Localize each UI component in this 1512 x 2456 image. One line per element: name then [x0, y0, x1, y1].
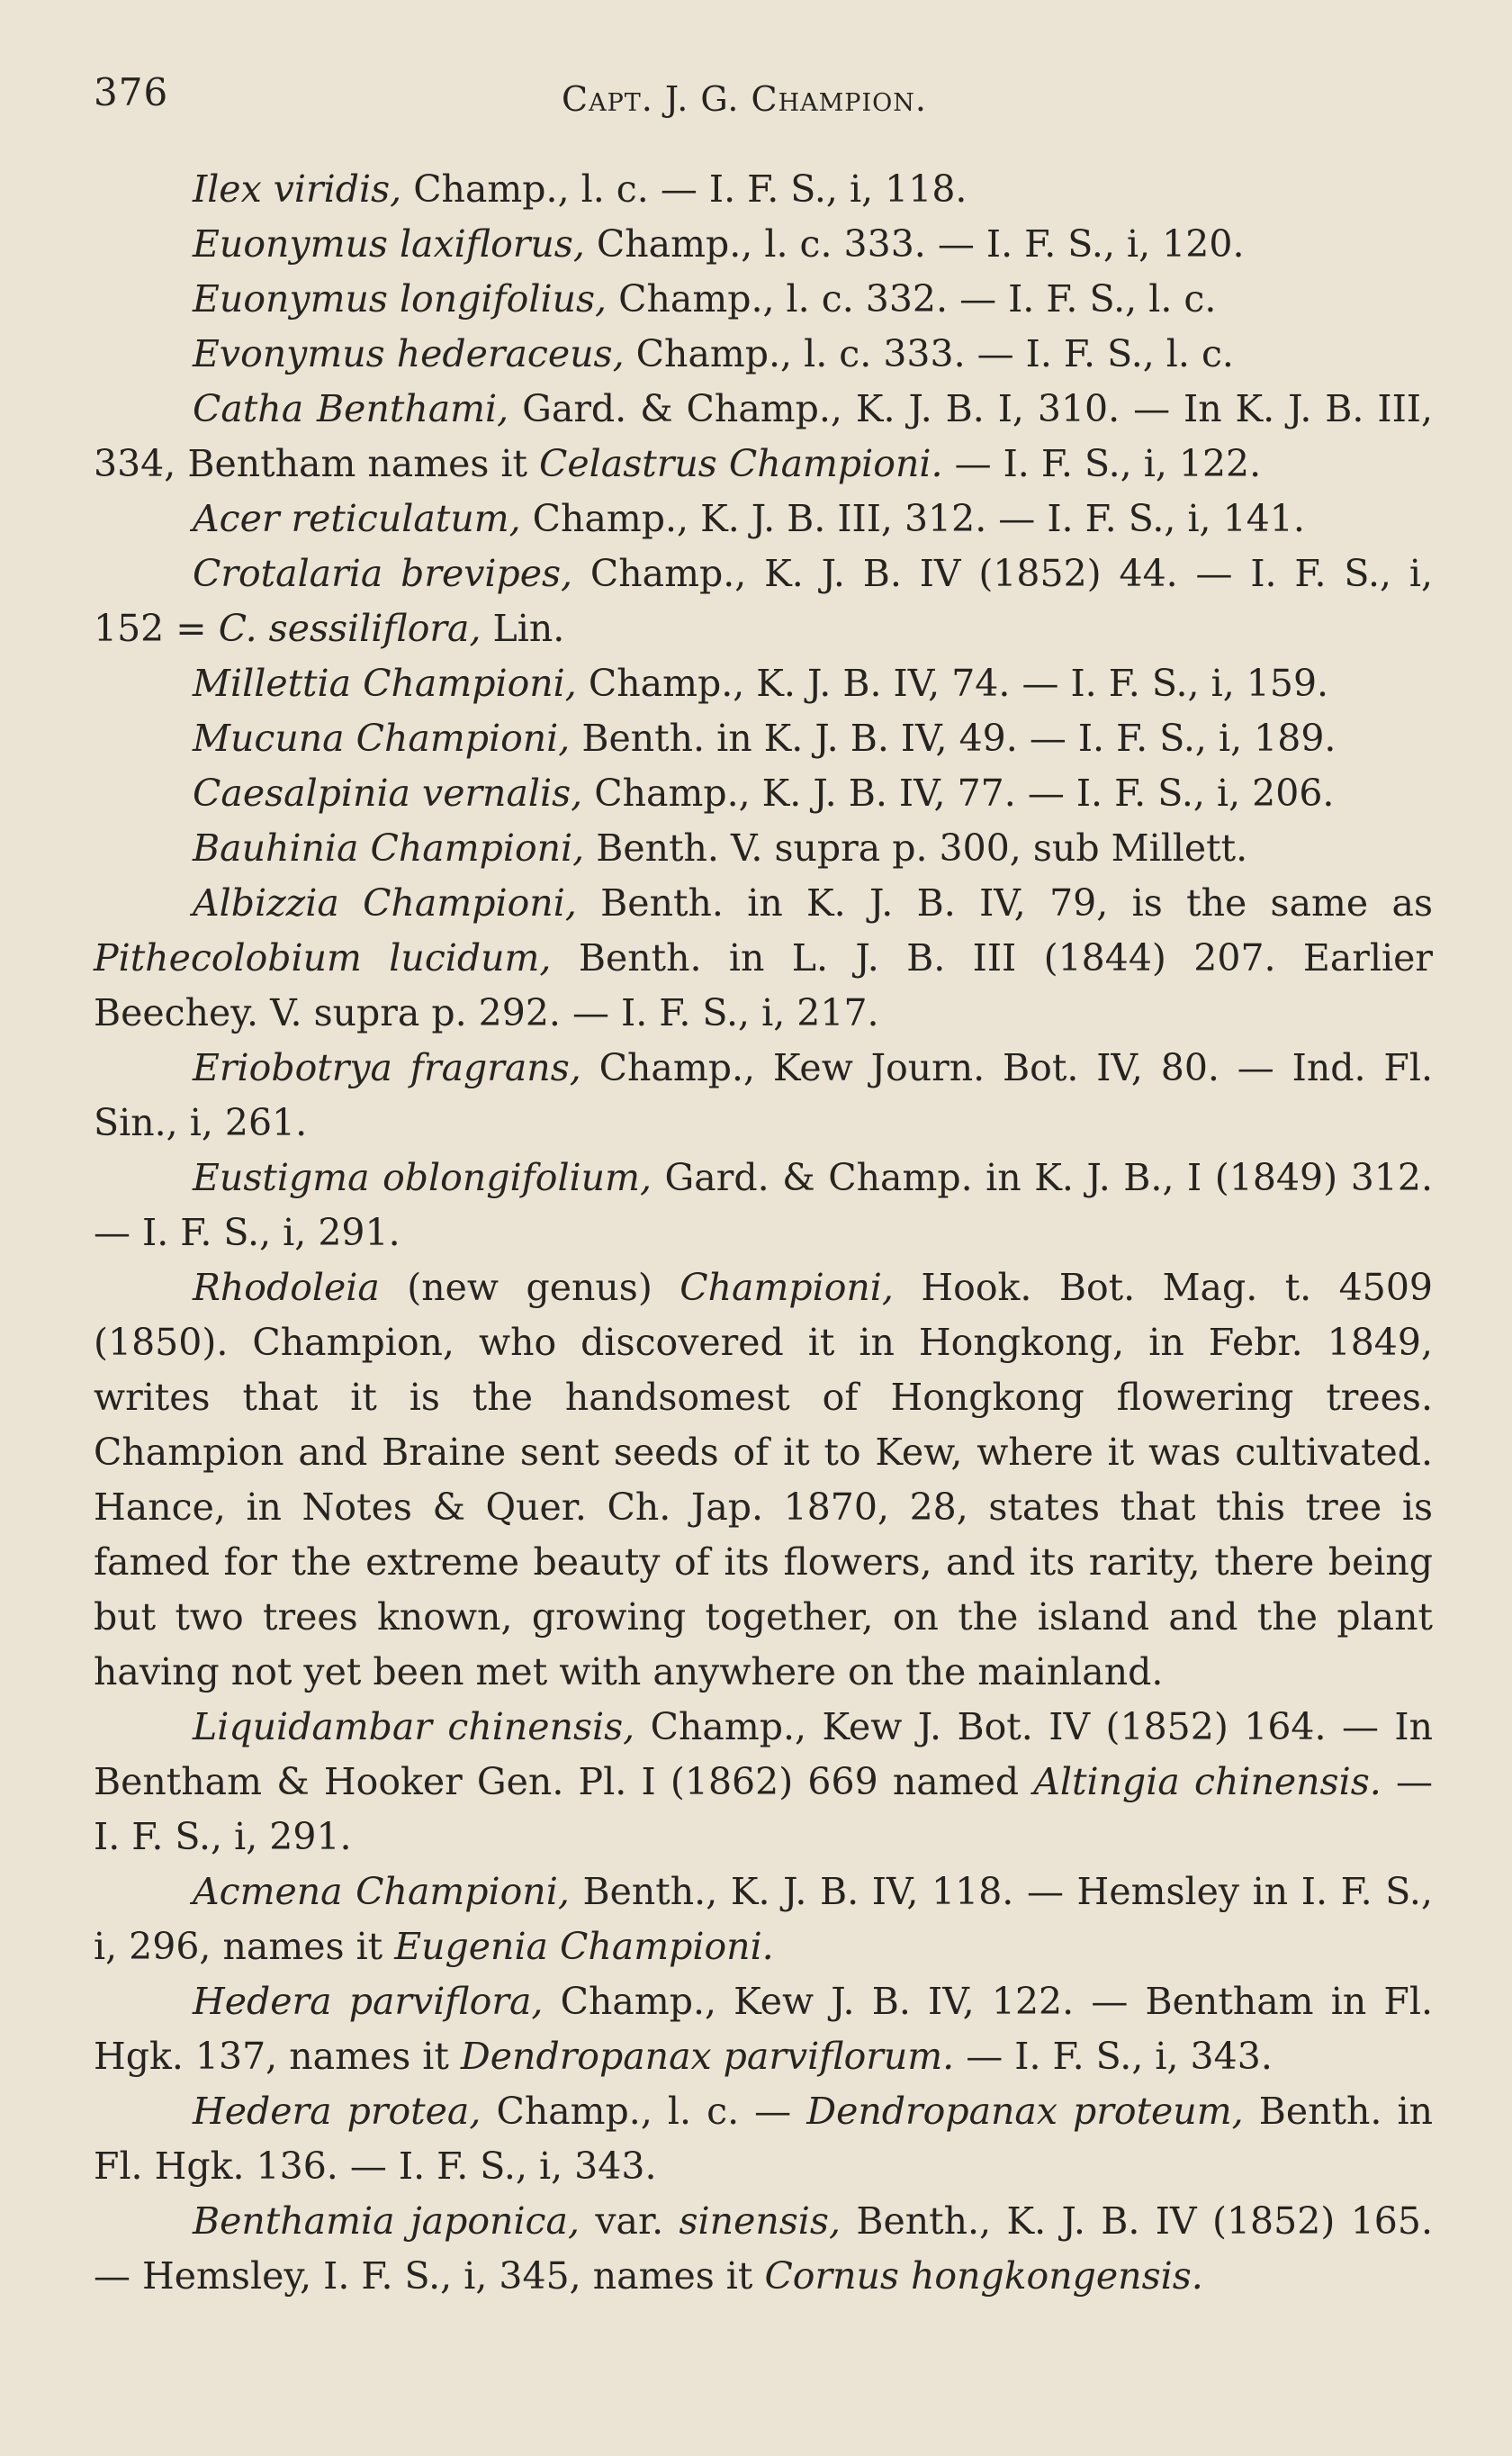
italic-name: Liquidambar chinensis, [193, 1705, 635, 1748]
entry-paragraph [94, 766, 1433, 821]
entry-text: Champ., l. c. — I. F. S., i, 118. [401, 167, 968, 211]
entry-paragraph [94, 2194, 1433, 2304]
entry-text: Champ., l. c. — [481, 2090, 807, 2133]
entry-text: Champ., l. c. 332. — I. F. S., l. c. [607, 277, 1217, 321]
italic-name: Catha Benthami, [193, 387, 509, 430]
entry-text: — I. F. S., i, 291. [94, 1760, 1433, 1858]
italic-name: sinensis, [679, 2199, 841, 2243]
italic-name: Albizzia Championi, [193, 881, 577, 925]
entry-paragraph [94, 1260, 1433, 1700]
italic-name: Crotalaria brevipes, [193, 552, 573, 595]
entry-text: Benth. in K. J. B. IV, 49. — I. F. S., i, 189. [570, 717, 1336, 760]
italic-name: Euonymus laxiflorus, [193, 222, 585, 266]
italic-name: Evonymus hederaceus, [193, 332, 625, 375]
entry-text: Gard. & Champ. in K. J. B., I (1849) 312. — I. F. S., i, 291. [94, 1156, 1433, 1254]
entry-text: Champ., l. c. 333. — I. F. S., i, 120. [584, 222, 1245, 266]
entry-text: Hook. Bot. Mag. t. 4509 (1850). Champion, who discovered it in Hongkong, in Febr. 1849, writes that it is the handsomest of Hongkong flowering trees. Champion and Braine sent seeds of it to Kew, where it was cultivated. Hance, in Notes & Quer. Ch. Jap. 1870, 28, states that this tree is famed for the extreme beauty of its flowers, and its rarity, there being but two trees known, growing together, on the island and the plant having not yet been met with anywhere on the mainland. [94, 1266, 1433, 1693]
entry-paragraph [94, 327, 1433, 382]
italic-name: Eugenia Championi. [394, 1925, 774, 1968]
entry-paragraph [94, 1974, 1433, 2084]
entry-text: Lin. [481, 607, 565, 650]
italic-name: Rhodoleia [193, 1266, 380, 1309]
page-header [94, 70, 1433, 142]
entry-text: (new genus) [379, 1266, 680, 1309]
italic-name: Eriobotrya fragrans, [193, 1046, 581, 1089]
entry-text: Benth. in L. J. B. III (1844) 207. Earlier Beechey. V. supra p. 292. — I. F. S., i, 217. [94, 936, 1433, 1034]
entry-text: Benth., K. J. B. IV, 118. — Hemsley in I. F. S., i, 296, names it [94, 1870, 1434, 1968]
running-head: Capt. J. G. Champion. [562, 79, 927, 119]
entry-paragraph [94, 821, 1433, 876]
page-number: 376 [94, 70, 169, 114]
entry-text: Champ., l. c. 333. — I. F. S., l. c. [624, 332, 1234, 375]
italic-name: Hedera parviflora, [193, 1980, 544, 2023]
entry-text: var. [580, 2199, 680, 2243]
italic-name: Celastrus Championi. [539, 442, 943, 485]
italic-name: Eustigma oblongifolium, [193, 1156, 652, 1199]
italic-name: Championi, [680, 1266, 894, 1309]
entry-paragraph [94, 876, 1433, 1041]
entry-text: Champ., Kew J. Bot. IV (1852) 164. — In Bentham & Hooker Gen. Pl. I (1862) 669 named [94, 1705, 1433, 1803]
entry-paragraph [94, 217, 1433, 272]
italic-name: Benthamia japonica, [193, 2199, 580, 2243]
entry-paragraph [94, 1865, 1433, 1974]
italic-name: Dendropanax parviflorum. [460, 2035, 955, 2078]
italic-name: Mucuna Championi, [193, 717, 571, 760]
italic-name: Ilex viridis, [193, 167, 402, 211]
italic-name: Bauhinia Championi, [193, 826, 585, 870]
entry-paragraph [94, 492, 1433, 546]
entry-list [94, 162, 1433, 2304]
italic-name: Pithecolobium lucidum, [94, 936, 552, 980]
entry-paragraph [94, 1041, 1433, 1151]
entry-text: Benth. in K. J. B. IV, 79, is the same as [576, 881, 1433, 925]
entry-paragraph [94, 1151, 1433, 1260]
italic-name: C. sessiliflora, [218, 607, 482, 650]
italic-name: Millettia Championi, [193, 662, 577, 705]
entry-text: Gard. & Champ., K. J. B. I, 310. — In K. J. B. III, 334, Bentham names it [94, 387, 1433, 485]
entry-text: Benth. in Fl. Hgk. 136. — I. F. S., i, 343. [94, 2090, 1433, 2188]
italic-name: Dendropanax proteum, [806, 2090, 1244, 2133]
italic-name: Acer reticulatum, [193, 497, 521, 540]
entry-paragraph [94, 162, 1433, 217]
entry-text: Benth. V. supra p. 300, sub Millett. [584, 826, 1248, 870]
entry-paragraph [94, 656, 1433, 711]
italic-name: Caesalpinia vernalis, [193, 772, 583, 815]
entry-text: Champ., K. J. B. III, 312. — I. F. S., i, 141. [520, 497, 1305, 540]
entry-text: — I. F. S., i, 122. [942, 442, 1262, 485]
entry-text: Champ., Kew Journ. Bot. IV, 80. — Ind. Fl. Sin., i, 261. [94, 1046, 1433, 1144]
entry-text: — I. F. S., i, 343. [954, 2035, 1273, 2078]
entry-text: Benth., K. J. B. IV (1852) 165. — Hemsley, I. F. S., i, 345, names it [94, 2199, 1433, 2298]
entry-paragraph [94, 382, 1433, 492]
entry-text: Champ., Kew J. B. IV, 122. — Bentham in Fl. Hgk. 137, names it [94, 1980, 1433, 2078]
entry-paragraph [94, 711, 1433, 766]
entry-text: Champ., K. J. B. IV, 77. — I. F. S., i, 206. [582, 772, 1335, 815]
entry-text: Champ., K. J. B. IV (1852) 44. — I. F. S., i, 152 = [94, 552, 1433, 650]
entry-paragraph [94, 272, 1433, 327]
italic-name: Euonymus longifolius, [193, 277, 608, 321]
entry-paragraph [94, 1700, 1433, 1865]
italic-name: Altingia chinensis. [1033, 1760, 1382, 1803]
italic-name: Hedera protea, [193, 2090, 482, 2133]
italic-name: Acmena Championi, [193, 1870, 570, 1913]
entry-paragraph [94, 546, 1433, 656]
entry-text: Champ., K. J. B. IV, 74. — I. F. S., i, 159. [576, 662, 1329, 705]
italic-name: Cornus hongkongensis. [764, 2254, 1203, 2298]
entry-paragraph [94, 2084, 1433, 2194]
